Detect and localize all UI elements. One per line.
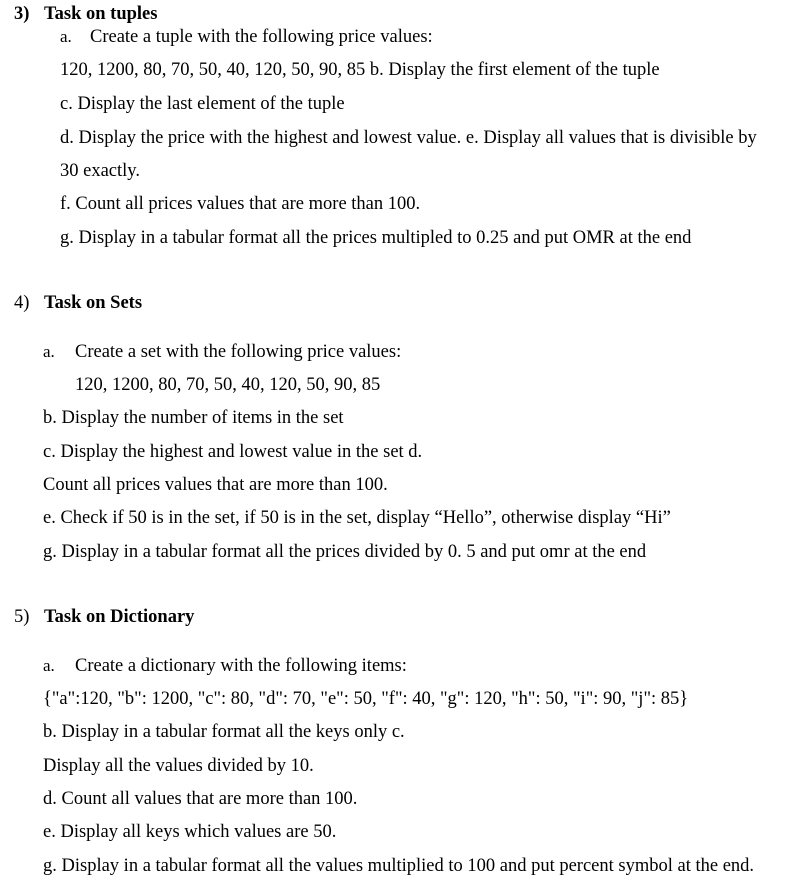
section-3-heading <box>14 3 157 25</box>
list-item: Display all the values divided by 10. <box>43 756 314 776</box>
list-item: Count all prices values that are more than 100. <box>43 475 388 495</box>
list-item: d. Display the price with the highest and lowest value. e. Display all values that is divisible by <box>60 128 757 148</box>
list-item: 120, 1200, 80, 70, 50, 40, 120, 50, 90, 85 b. Display the first element of the tuple <box>60 60 660 80</box>
section-5-heading <box>14 606 194 628</box>
list-item: 120, 1200, 80, 70, 50, 40, 120, 50, 90, 85 <box>75 375 381 395</box>
section-number: 3) <box>14 4 30 24</box>
item-marker: a. <box>43 656 55 675</box>
section-title: Task on Sets <box>44 293 143 313</box>
list-item: e. Check if 50 is in the set, if 50 is in the set, display “Hello”, otherwise display “Hi” <box>43 508 671 528</box>
list-item <box>60 26 433 48</box>
list-item <box>43 655 407 677</box>
list-item <box>43 341 401 363</box>
list-item: e. Display all keys which values are 50. <box>43 822 337 842</box>
list-item: d. Count all values that are more than 100. <box>43 789 358 809</box>
item-text: Create a dictionary with the following items: <box>75 656 407 676</box>
list-item: b. Display the number of items in the set <box>43 408 344 428</box>
list-item: g. Display in a tabular format all the values multiplied to 100 and put percent symbol at the end. <box>43 856 755 876</box>
list-item: b. Display in a tabular format all the keys only c. <box>43 722 405 742</box>
section-title: Task on Dictionary <box>44 607 195 627</box>
list-item: g. Display in a tabular format all the prices divided by 0. 5 and put omr at the end <box>43 542 647 562</box>
section-number: 5) <box>14 607 30 627</box>
list-item: c. Display the highest and lowest value in the set d. <box>43 442 423 462</box>
item-text: Create a tuple with the following price values: <box>90 27 433 47</box>
item-marker: a. <box>60 27 72 46</box>
item-marker: a. <box>43 342 55 361</box>
section-title: Task on tuples <box>44 4 158 24</box>
section-4-heading <box>14 292 142 314</box>
section-number: 4) <box>14 293 30 313</box>
list-item: g. Display in a tabular format all the prices multipled to 0.25 and put OMR at the end <box>60 228 692 248</box>
list-item: 30 exactly. <box>60 161 140 181</box>
list-item: {"a":120, "b": 1200, "c": 80, "d": 70, "e": 50, "f": 40, "g": 120, "h": 50, "i": 90, "j": 85} <box>43 689 689 709</box>
item-text: Create a set with the following price values: <box>75 342 402 362</box>
list-item: f. Count all prices values that are more than 100. <box>60 194 421 214</box>
list-item: c. Display the last element of the tuple <box>60 94 345 114</box>
